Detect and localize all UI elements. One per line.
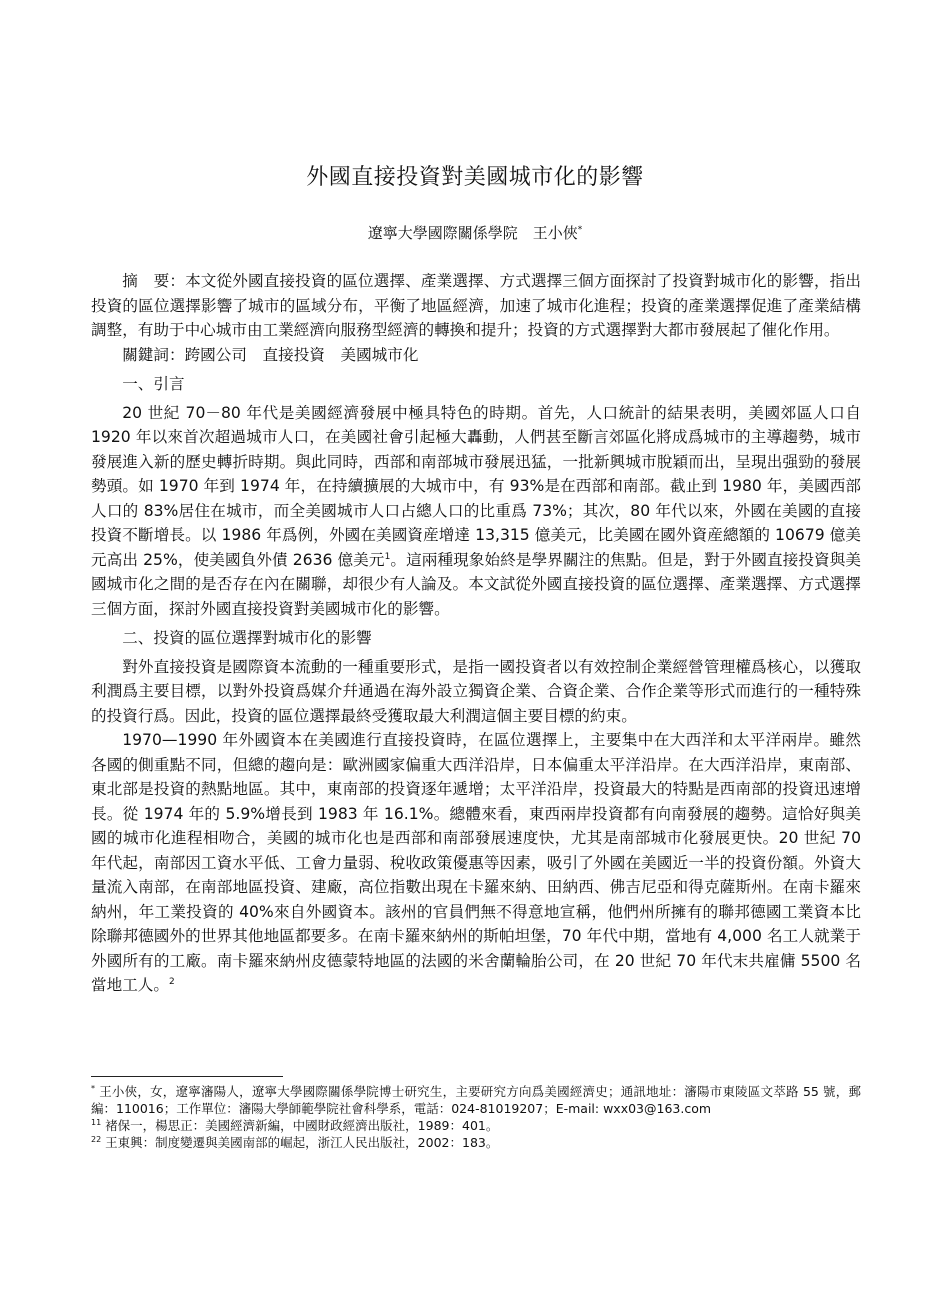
footnote-ref-2[interactable]: 2	[168, 976, 175, 987]
footnote-divider	[91, 1076, 283, 1077]
section-1-paragraph	[91, 401, 861, 622]
footnote-text: 王東興：制度變遷與美國南部的崛起，浙江人民出版社，2002：183。	[105, 1135, 499, 1150]
paper-title: 外國直接投資對美國城市化的影響	[306, 165, 644, 190]
section-2-paragraph-1: 對外直接投資是國際資本流動的一種重要形式，是指一國投資者以有效控制企業經營管理權爲核心，以獲取利潤爲主要目標，以對外投資爲媒介幷通過在海外設立獨資企業、合資企業、合作企業等形式而進行的一種特殊的投資行爲。因此，投資的區位選擇最終受獲取最大利潤這個主要目標的約束。	[91, 657, 861, 725]
footnote-text: 王小俠，女，遼寧瀋陽人，遼寧大學國際關係學院博士研究生，主要研究方向爲美國經濟史；通訊地址：瀋陽市東陵區文萃路 55 號，郵編：110016；工作單位：瀋陽大學師範學院社會科學系，電話：024-81019207；E-mail: wxx03@163.com	[91, 1084, 861, 1116]
footnotes	[91, 1083, 861, 1151]
footnote-2	[91, 1134, 861, 1151]
section-2-paragraph-2	[91, 728, 861, 998]
author-footnote-mark[interactable]: *	[577, 225, 583, 235]
section-2-heading: 二、投資的區位選擇對城市化的影響	[122, 629, 372, 647]
section-2-text: 1970—1990 年外國資本在美國進行直接投資時，在區位選擇上，主要集中在大西洋和太平洋兩岸。雖然各國的側重點不同，但總的趨向是：歐洲國家偏重大西洋沿岸，日本偏重太平洋沿岸。在大西洋沿岸，東南部、東北部是投資的熱點地區。其中，東南部的投資逐年遞增；太平洋沿岸，投資最大的特點是西南部的投資迅速增長。從 1974 年的 5.9%增長到 1983 年 16.1%。總體來看，東西兩岸投資都有向南發展的趨勢。這恰好與美國的城市化進程相吻合，美國的城市化也是西部和南部發展速度快，尤其是南部城市化發展更快。20 世紀 70 年代起，南部因工資水平低、工會力量弱、稅收政策優惠等因素，吸引了外國在美國近一半的投資份額。外資大量流入南部，在南部地區投資、建廠，高位指數出現在卡羅來納、田納西、佛吉尼亞和得克薩斯州。在南卡羅來納州，年工業投資的 40%來自外國資本。該州的官員們無不得意地宣稱，他們州所擁有的聯邦德國工業資本比除聯邦德國外的世界其他地區都要多。在南卡羅來納州的斯帕坦堡，70 年代中期，當地有 4,000 名工人就業于外國所有的工廠。南卡羅來納州皮德蒙特地區的法國的米舍蘭輪胎公司，在 20 世紀 70 年代末共雇傭 5500 名當地工人。	[91, 731, 861, 994]
section-1-text-part-1: 20 世紀 70－80 年代是美國經濟發展中極具特色的時期。首先，人口統計的結果表明，美國郊區人口自 1920 年以來首次超過城市人口，在美國社會引起極大轟動，人們甚至斷言郊區化將成爲城市的主導趨勢，城市發展進入新的歷史轉折時期。與此同時，西部和南部城市發展迅猛，一批新興城市脫穎而出，呈現出强勁的發展勢頭。如 1970 年到 1974 年，在持續擴展的大城市中，有 93%是在西部和南部。截止到 1980 年，美國西部人口的 83%居住在城市，而全美國城市人口占總人口的比重爲 73%；其次，80 年代以來，外國在美國的直接投資不斷增長。以 1986 年爲例，外國在美國資産增達 13,315 億美元，比美國在國外資産總額的 10679 億美元高出 25%，使美國負外債 2636 億美元	[91, 403, 861, 569]
keywords-line: 關鍵詞：跨國公司 直接投資 美國城市化	[122, 345, 419, 364]
author-line	[0, 222, 950, 243]
footnote-mark: 11	[91, 1117, 102, 1127]
author-name: 遼寧大學國際關係學院 王小俠	[367, 224, 578, 242]
paper-body	[91, 269, 861, 998]
footnote-text: 褚保一，楊思正：美國經濟新編，中國財政經濟出版社，1989：401。	[105, 1118, 499, 1133]
footnote-mark: *	[91, 1083, 95, 1093]
footnote-ref-1[interactable]: 1	[384, 551, 391, 562]
footnote-author	[91, 1083, 861, 1117]
footnote-1	[91, 1117, 861, 1134]
section-1-text-part-2: 。這兩種現象始終是學界關注的焦點。但是，對于外國直接投資與美國城市化之間的是否存在內在關聯，却很少有人論及。本文試從外國直接投資的區位選擇、產業選擇、方式選擇三個方面，探討外國直接投資對美國城市化的影響。	[91, 550, 861, 618]
abstract-paragraph: 摘 要：本文從外國直接投資的區位選擇、產業選擇、方式選擇三個方面探討了投資對城市化的影響，指出投資的區位選擇影響了城市的區域分布，平衡了地區經濟，加速了城市化進程；投資的產業選擇促進了產業結構調整，有助于中心城市由工業經濟向服務型經濟的轉換和提升；投資的方式選擇對大都市發展起了催化作用。	[91, 272, 861, 339]
section-1-heading: 一、引言	[122, 375, 185, 393]
footnote-mark: 22	[91, 1134, 102, 1144]
